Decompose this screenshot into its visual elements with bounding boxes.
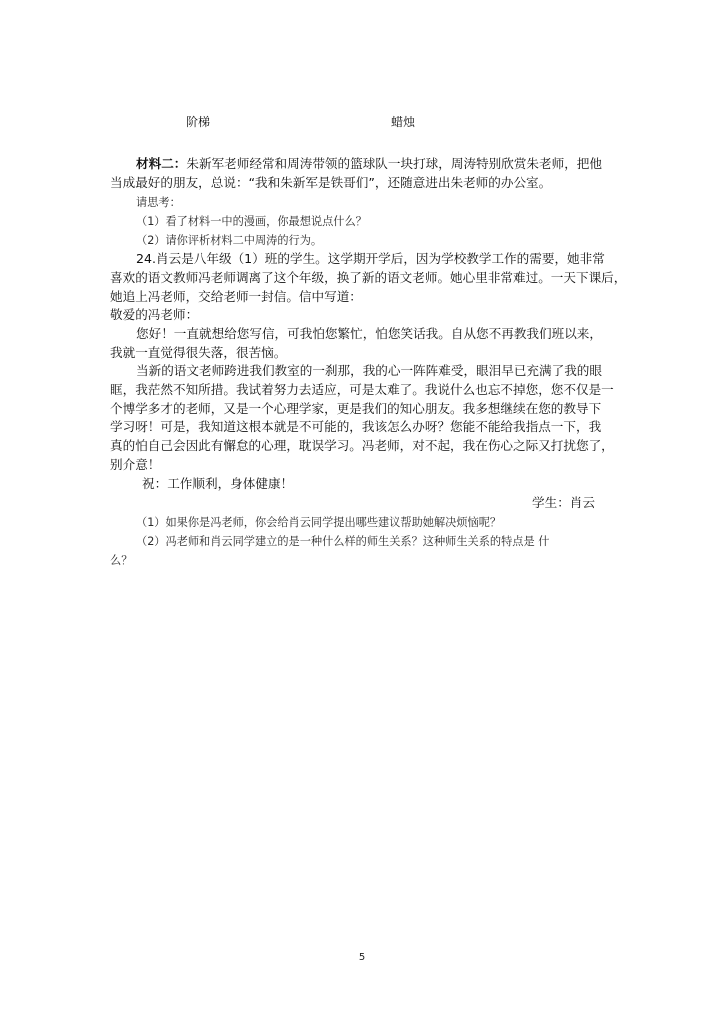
question-24-intro-3: 她追上冯老师，交给老师一封信。信中写道： (110, 289, 362, 304)
letter-salutation: 敬爱的冯老师： (110, 307, 199, 322)
question-24-intro-2: 喜欢的语文教师冯老师调离了这个年级，换了新的语文老师。她心里非常难过。一天下课后， (110, 270, 627, 285)
image-caption-left: 阶梯 (186, 115, 211, 129)
think-question-2: （2）请你评析材料二中周涛的行为。 (136, 234, 323, 247)
letter-paragraph-2-line-6: 别介意！ (110, 457, 161, 472)
letter-paragraph-2-line-4: 学习呀！可是，我知道这根本就是不可能的，我该怎么办呀？您能不能给我指点一下，我 (110, 419, 602, 434)
letter-paragraph-2-line-1: 当新的语文老师跨进我们教室的一刹那，我的心一阵阵难受，眼泪早已充满了我的眼 (136, 363, 602, 378)
question-24-intro-1: 24.肖云是八年级（1）班的学生。这学期开学后，因为学校教学工作的需要，她非常 (136, 251, 605, 266)
image-caption-right: 蜡烛 (391, 115, 416, 129)
letter-paragraph-2-line-5: 真的怕自己会因此有懈怠的心理，耽误学习。冯老师，对不起，我在伤心之际又打扰您了， (110, 438, 614, 453)
sub-question-2-line-2: 么？ (110, 554, 133, 567)
material-two-line-1 (136, 155, 602, 173)
letter-paragraph-2-line-2: 眶，我茫然不知所措。我试着努力去适应，可是太难了。我说什么也忘不掉您，您不仅是一 (110, 382, 614, 397)
letter-paragraph-2-line-3: 个博学多才的老师，又是一个心理学家，更是我们的知心朋友。我多想继续在您的教导下 (110, 401, 602, 416)
material-two-text-1: 朱新军老师经常和周涛带领的篮球队一块打球，周涛特别欣赏朱老师，把他 (186, 156, 602, 171)
letter-closing: 祝：工作顺利，身体健康！ (142, 476, 294, 491)
letter-paragraph-1-line-1: 您好！一直就想给您写信，可我怕您繁忙，怕您笑话我。自从您不再教我们班以来， (136, 326, 602, 341)
think-label: 请思考： (136, 196, 181, 209)
material-two-line-2: 当成最好的朋友，总说：“我和朱新军是铁哥们”，还随意进出朱老师的办公室。 (110, 175, 552, 190)
sub-question-2-line-1: （2）冯老师和肖云同学建立的是一种什么样的师生关系？这种师生关系的特点是 什 (136, 535, 550, 548)
sub-question-1: （1）如果你是冯老师，你会给肖云同学提出哪些建议帮助她解决烦恼呢？ (136, 516, 502, 529)
material-two-label: 材料二： (136, 156, 187, 171)
letter-paragraph-1-line-2: 我就一直觉得很失落，很苦恼。 (110, 345, 287, 360)
letter-signature: 学生：肖云 (532, 495, 595, 510)
page-number: 5 (358, 952, 366, 963)
think-question-1: （1）看了材料一中的漫画，你最想说点什么？ (136, 215, 367, 228)
